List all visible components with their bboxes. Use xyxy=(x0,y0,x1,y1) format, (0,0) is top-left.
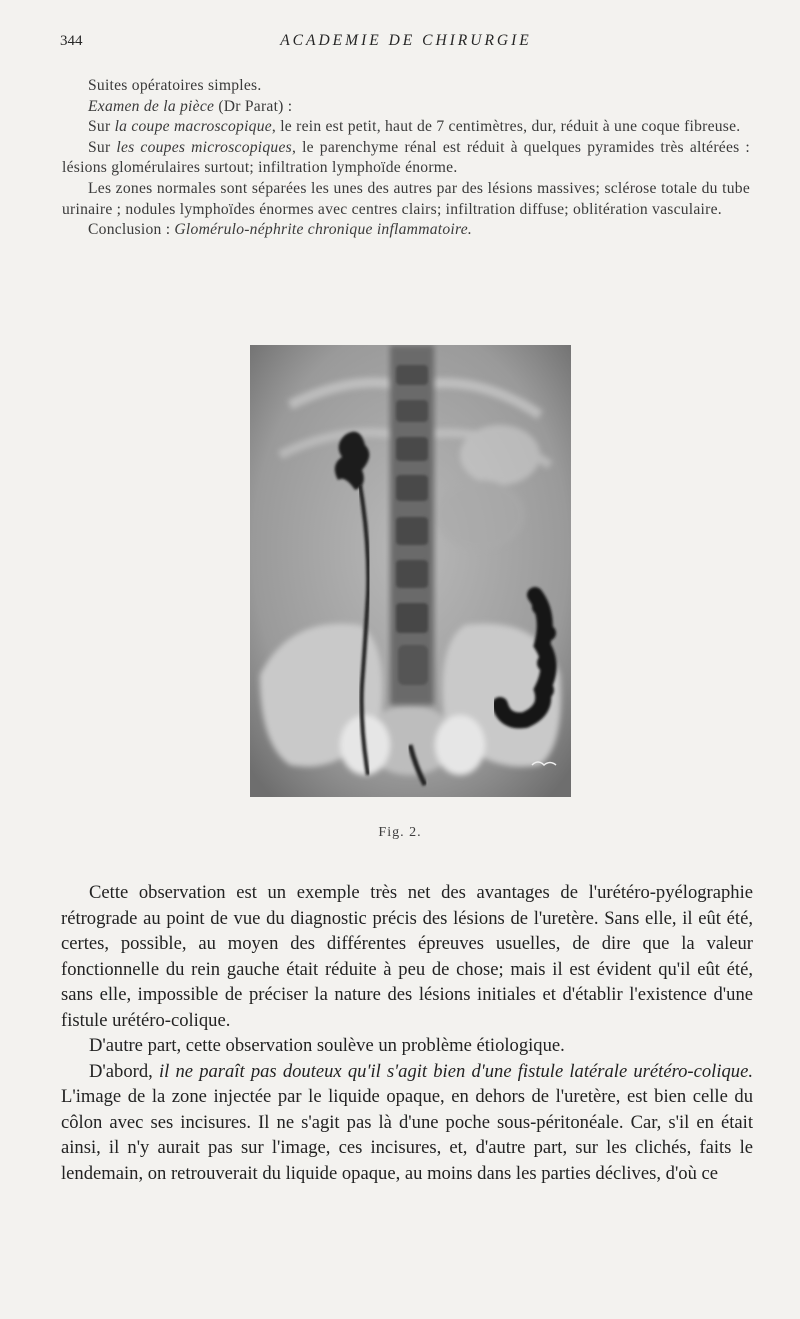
paragraph: Conclusion : Glomérulo-néphrite chronique inflammatoire. xyxy=(88,221,473,239)
figure-caption: Fig. 2. xyxy=(378,825,422,840)
paragraph: Sur la coupe macroscopique, le rein est petit, haut de 7 centimètres, dur, réduit à une coque fibreuse. xyxy=(88,118,741,136)
paragraph: D'autre part, cette observation soulève un problème étiologique. xyxy=(89,1035,565,1056)
spine xyxy=(390,345,434,705)
paragraph: D'abord, il ne paraît pas douteux qu'il s'agit bien d'une fistule latérale urétéro-colique. L'image de la zone injectée par le liquide opaque, en dehors de l'uretère, est bien celle du côlon avec ses incisures. Il ne s'agit pas là d'une poche sous-péritonéale. Car, s'il en était ainsi, il n'y aurait pas sur l'image, ces incisures, et, d'autre part, sur les clichés, faits le lendemain, on retrouverait du liquide opaque, au moins dans les parties déclives, d'où ce xyxy=(61,1060,754,1184)
paragraph: Sur les coupes microscopiques, le parenchyme rénal est réduit à quelques pyramides très altérées : lésions glomérulaires surtout; infiltration lymphoïde énorme. xyxy=(62,138,750,177)
running-title: ACADEMIE DE CHIRURGIE xyxy=(280,32,532,49)
paragraph: Suites opératoires simples. xyxy=(88,77,262,94)
case-report-text xyxy=(62,76,750,241)
page-number: 344 xyxy=(60,33,83,49)
paragraph: Les zones normales sont séparées les unes des autres par des lésions massives; sclérose totale du tube urinaire ; nodules lymphoïdes énormes avec centres clairs; infiltration diffuse; oblitération vasculaire. xyxy=(62,179,750,218)
paragraph: Examen de la pièce (Dr Parat) : xyxy=(88,97,293,115)
xray-figure xyxy=(250,345,571,797)
discussion-text xyxy=(61,880,753,1186)
paragraph: Cette observation est un exemple très net des avantages de l'urétéro-pyélographie rétrograde au point de vue du diagnostic précis des lésions de l'uretère. Sans elle, il eût été, certes, possible, au moyen des différentes épreuves usuelles, de dire que la valeur fonctionnelle du rein gauche était réduite à peu de chose; mais il est évident qu'il eût été, sans elle, impossible de préciser la nature des lésions initiales et d'établir l'existence d'une fistule urétéro-colique. xyxy=(61,882,753,1031)
page-header xyxy=(60,30,752,56)
xray-image xyxy=(250,345,571,797)
